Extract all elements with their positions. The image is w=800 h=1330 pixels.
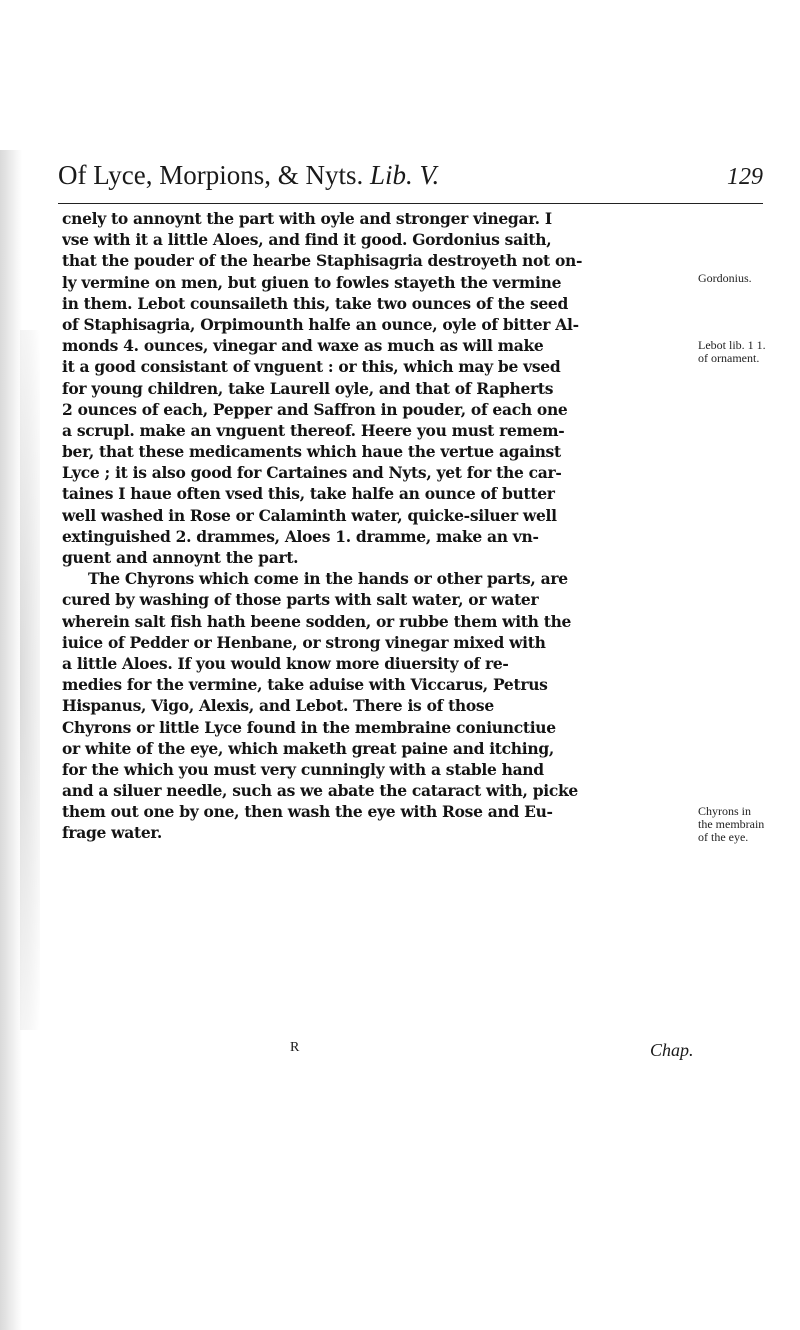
text-line: 2 ounces of each, Pepper and Saffron in pouder, of each one xyxy=(62,399,568,419)
text-line: for young children, take Laurell oyle, and that of Rapherts xyxy=(62,378,554,398)
text-line: vse with it a little Aloes, and find it good. Gordonius saith, xyxy=(62,230,552,250)
signature-mark: R xyxy=(290,1040,300,1055)
margin-note-line: Lebot lib. 1 1. xyxy=(698,338,766,352)
text-line: guent and annoynt the part. xyxy=(62,548,299,567)
text-line: cured by washing of those parts with salt water, or water xyxy=(62,590,539,610)
margin-note-line: of the eye. xyxy=(698,830,749,844)
text-line: cnely to annoynt the part with oyle and stronger vinegar. I xyxy=(62,209,552,228)
text-line: wherein salt fish hath beene sodden, or rubbe them with the xyxy=(62,611,572,631)
text-line: well washed in Rose or Calaminth water, quicke-siluer well xyxy=(62,505,557,525)
text-line: for the which you must very cunningly with a stable hand xyxy=(62,759,544,779)
header-rule xyxy=(58,203,763,204)
text-line: them out one by one, then wash the eye with Rose and Eu- xyxy=(62,802,553,822)
text-line: or white of the eye, which maketh great paine and itching, xyxy=(62,738,554,758)
text-line: ly vermine on men, but giuen to fowles stayeth the vermine xyxy=(62,272,562,292)
margin-note-line: Chyrons in xyxy=(698,804,752,818)
page-stain xyxy=(20,330,40,1030)
margin-note-chyrons xyxy=(698,805,764,844)
margin-note-line: of ornament. xyxy=(698,351,760,365)
page-header xyxy=(58,160,763,200)
text-line: monds 4. ounces, vinegar and waxe as much as will make xyxy=(62,336,544,356)
text-line: that the pouder of the hearbe Staphisagria destroyeth not on- xyxy=(62,251,583,271)
text-line: and a siluer needle, such as we abate the cataract with, picke xyxy=(62,781,578,801)
text-line: The Chyrons which come in the hands or other parts, are xyxy=(88,569,568,589)
text-line: a little Aloes. If you would know more diuersity of re- xyxy=(62,653,509,673)
margin-note-line: the membrain xyxy=(698,817,765,831)
text-line: frage water. xyxy=(62,823,162,843)
margin-note-line: Gordonius. xyxy=(698,271,752,285)
text-line: of Staphisagria, Orpimounth halfe an ounce, oyle of bitter Al- xyxy=(62,314,579,334)
text-line: medies for the vermine, take aduise with Viccarus, Petrus xyxy=(62,675,548,695)
text-line: it a good consistant of vnguent : or this, which may be vsed xyxy=(62,357,561,377)
margin-note-lebot xyxy=(698,339,766,365)
text-line: Chyrons or little Lyce found in the membraine coniunctiue xyxy=(62,717,556,737)
text-line: taines I haue often vsed this, take halfe an ounce of butter xyxy=(62,484,555,504)
page-number: 129 xyxy=(727,164,763,190)
text-line: extinguished 2. drammes, Aloes 1. dramme, make an vn- xyxy=(62,526,539,546)
body-text xyxy=(62,208,690,844)
text-line: iuice of Pedder or Henbane, or strong vinegar mixed with xyxy=(62,632,546,652)
margin-note-gordonius xyxy=(698,272,752,285)
gutter-shadow xyxy=(0,150,22,1330)
book-number: Lib. V. xyxy=(369,160,440,190)
text-line: Lyce ; it is also good for Cartaines and Nyts, yet for the car- xyxy=(62,463,562,483)
text-line: ber, that these medicaments which haue the vertue against xyxy=(62,442,561,462)
text-line: Hispanus, Vigo, Alexis, and Lebot. There is of those xyxy=(62,696,494,716)
text-line: a scrupl. make an vnguent thereof. Heere you must remem- xyxy=(62,420,565,440)
running-title-text: Of Lyce, Morpions, & Nyts. xyxy=(58,160,364,190)
running-title xyxy=(58,160,439,191)
text-line: in them. Lebot counsaileth this, take two ounces of the seed xyxy=(62,293,569,313)
catchword: Chap. xyxy=(650,1040,694,1060)
